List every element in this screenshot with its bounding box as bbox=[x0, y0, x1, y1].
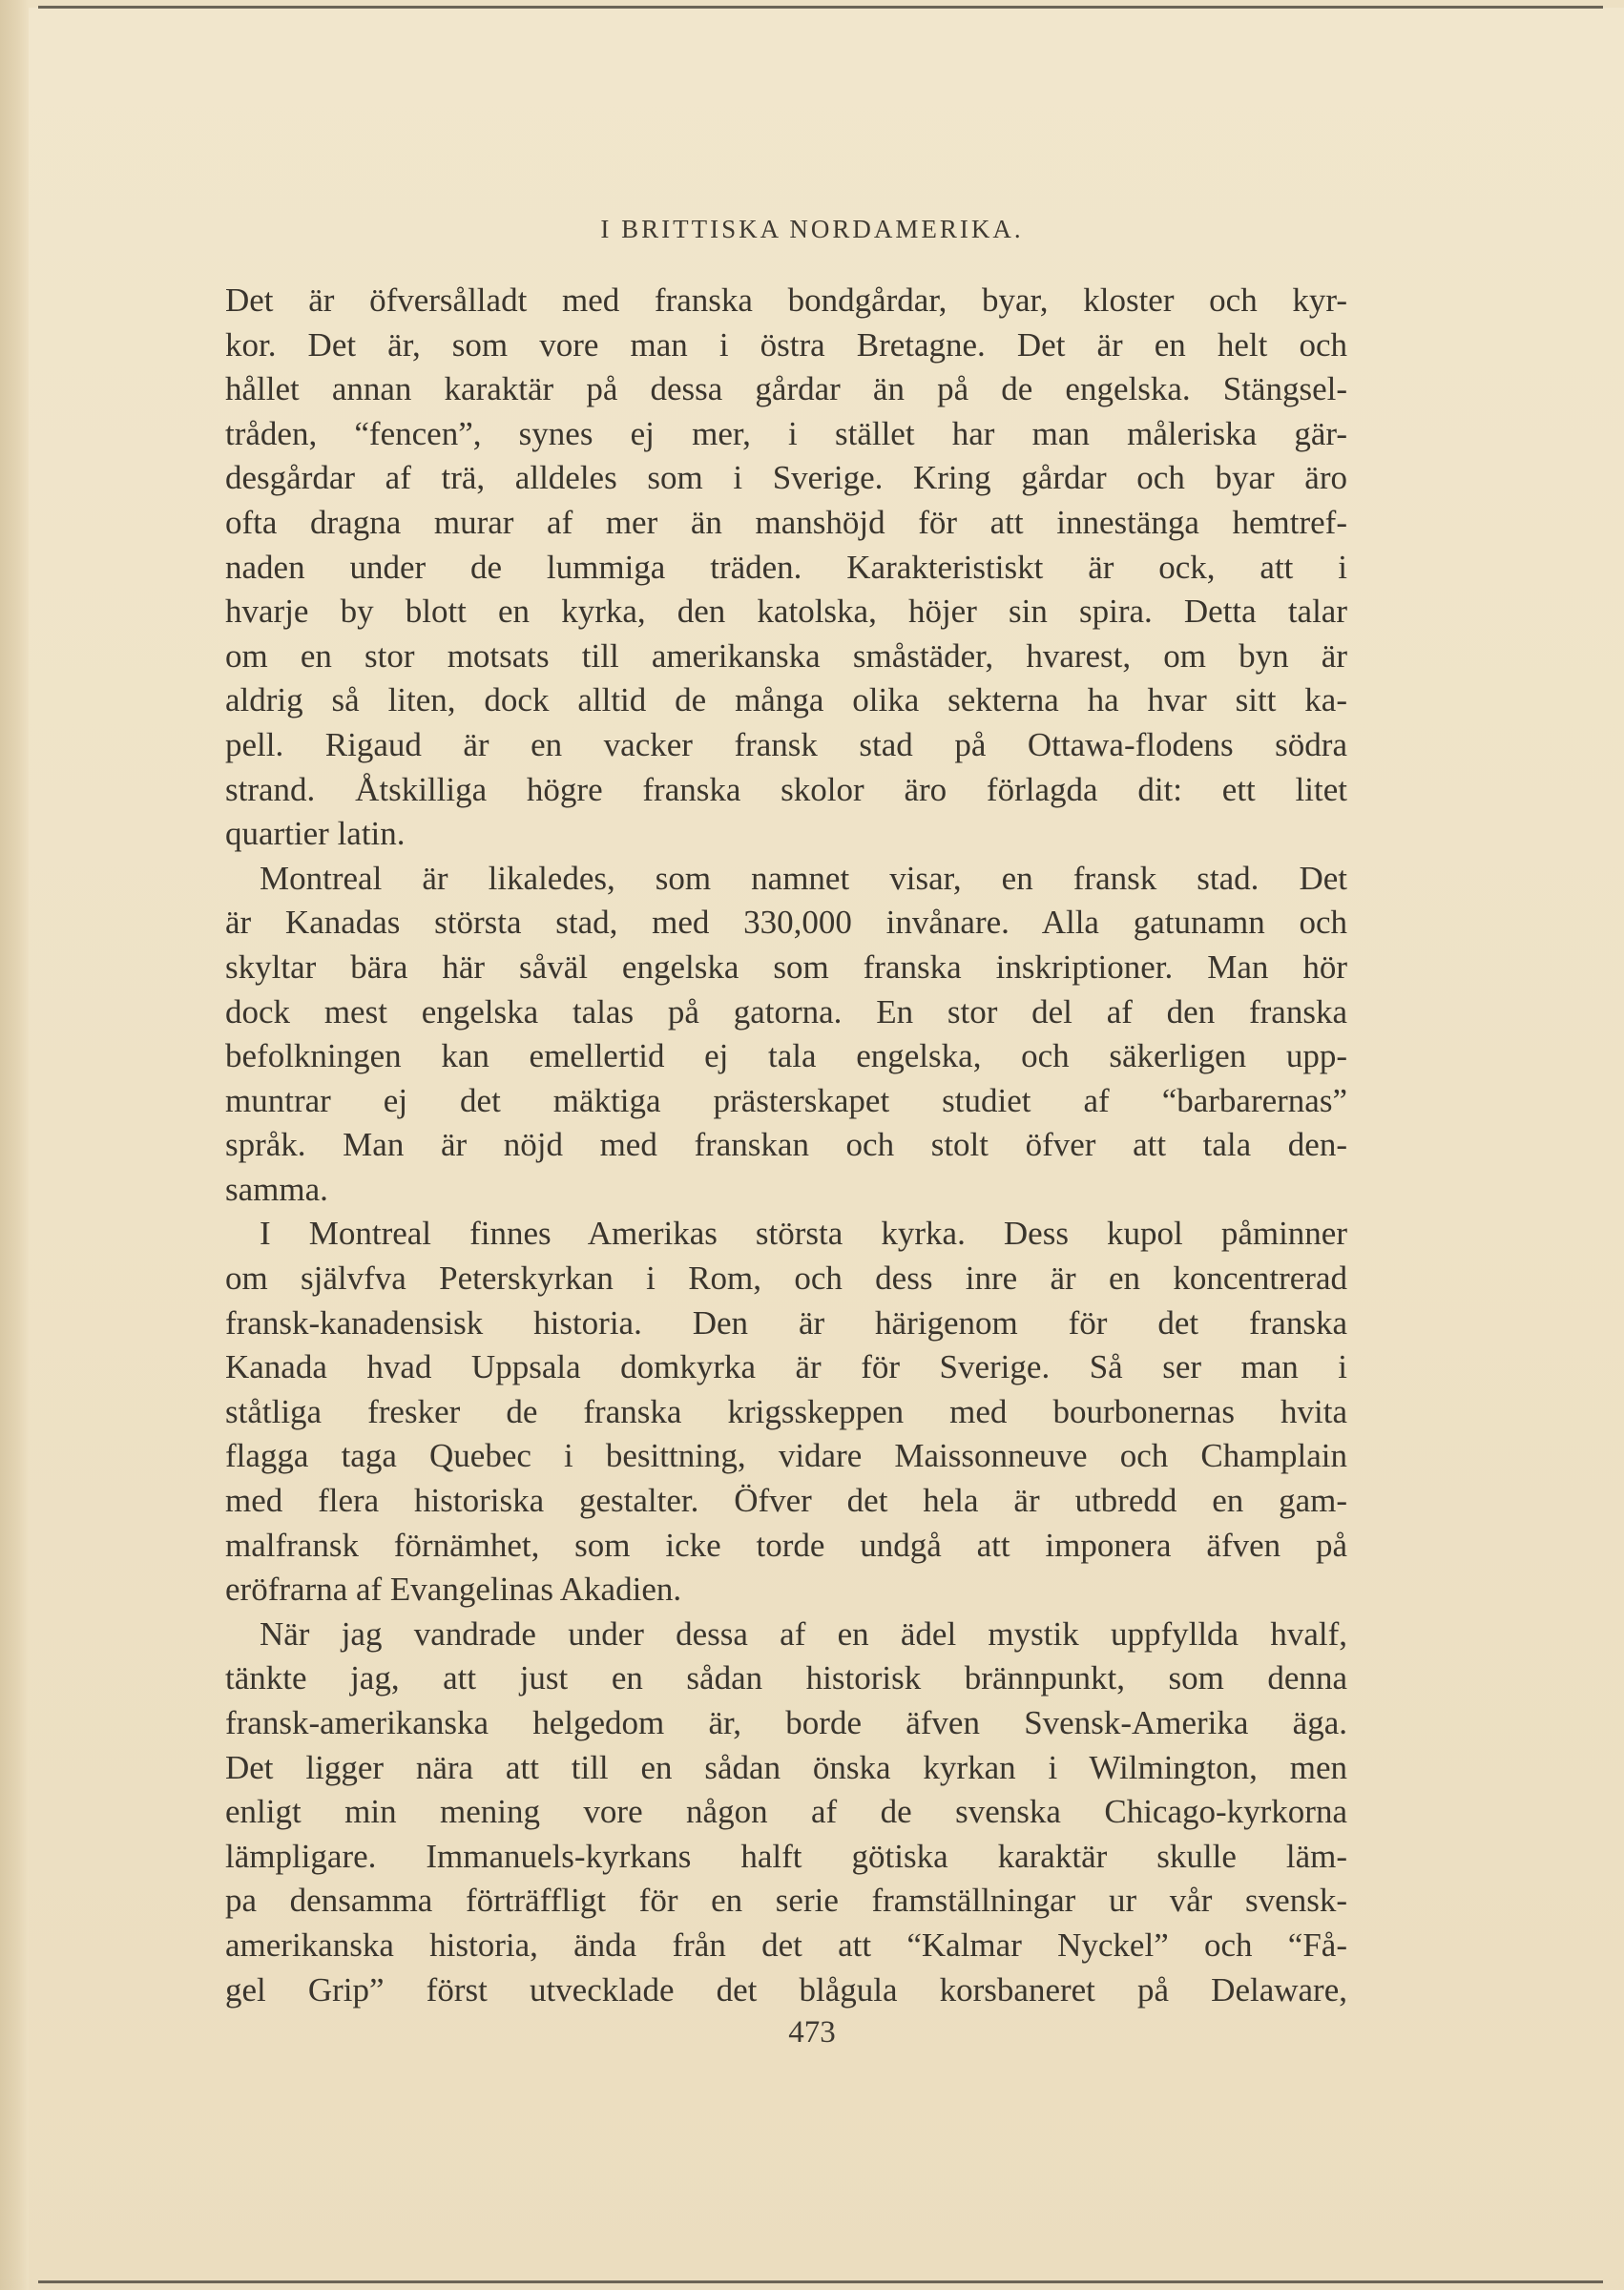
text-line: fransk-kanadensisk historia. Den är härigenom för det franska bbox=[225, 1303, 1347, 1342]
bottom-edge-rule bbox=[38, 2280, 1603, 2283]
text-line: aldrig så liten, dock alltid de många olika sekterna ha hvar sitt ka- bbox=[225, 681, 1347, 719]
text-line: flagga taga Quebec i besittning, vidare Maissonneuve och Champlain bbox=[225, 1437, 1347, 1475]
text-line: När jag vandrade under dessa af en ädel mystik uppfyllda hvalf, bbox=[260, 1614, 1347, 1653]
text-line: muntrar ej det mäktiga prästerskapet studiet af “barbarernas” bbox=[225, 1081, 1347, 1119]
text-line: kor. Det är, som vore man i östra Bretagne. Det är en helt och bbox=[225, 325, 1347, 364]
text-line: hvarje by blott en kyrka, den katolska, höjer sin spira. Detta talar bbox=[225, 593, 1347, 631]
text-line: ståtliga fresker de franska krigsskeppen med bourbonernas hvita bbox=[225, 1392, 1347, 1430]
running-head: I BRITTISKA NORDAMERIKA. bbox=[600, 215, 1024, 243]
text-line: dock mest engelska talas på gatorna. En stor del af den franska bbox=[225, 992, 1347, 1030]
text-line: skyltar bära här såväl engelska som franska inskriptioner. Man hör bbox=[225, 947, 1347, 986]
text-line: hållet annan karaktär på dessa gårdar än på de engelska. Stängsel- bbox=[225, 370, 1347, 408]
text-line: om en stor motsats till amerikanska småstäder, hvarest, om byn är bbox=[225, 636, 1347, 675]
text-line: Det är öfversålladt med franska bondgårdar, byar, kloster och kyr- bbox=[225, 281, 1347, 319]
text-line: malfransk förnämhet, som icke torde undgå att imponera äfven på bbox=[225, 1526, 1347, 1564]
text-line: gel Grip” först utvecklade det blågula korsbaneret på Delaware, bbox=[225, 1970, 1347, 2009]
text-line: naden under de lummiga träden. Karakteristiskt är ock, att i bbox=[225, 548, 1347, 586]
text-line: eröfrarna af Evangelinas Akadien. bbox=[225, 1571, 682, 1609]
text-line: lämpligare. Immanuels-kyrkans halft götiska karaktär skulle läm- bbox=[225, 1837, 1347, 1875]
text-line: pa densamma förträffligt för en serie framställningar ur vår svensk- bbox=[225, 1882, 1347, 1920]
text-line: fransk-amerikanska helgedom är, borde äfven Svensk-Amerika äga. bbox=[225, 1704, 1347, 1741]
top-edge-rule bbox=[38, 6, 1603, 9]
text-line: om självfva Peterskyrkan i Rom, och dess inre är en koncentrerad bbox=[225, 1260, 1347, 1298]
text-line: enligt min mening vore någon af de svenska Chicago-kyrkorna bbox=[225, 1793, 1347, 1831]
text-line: I Montreal finnes Amerikas största kyrka. Dess kupol påminner bbox=[260, 1215, 1347, 1253]
text-line: quartier latin. bbox=[225, 815, 406, 853]
text-line: ofta dragna murar af mer än manshöjd för att innestänga hemtref- bbox=[225, 503, 1347, 541]
text-line: tänkte jag, att just en sådan historisk brännpunkt, som denna bbox=[225, 1659, 1347, 1697]
text-line: är Kanadas största stad, med 330,000 invånare. Alla gatunamn och bbox=[225, 904, 1347, 942]
page-gutter bbox=[0, 0, 29, 2290]
text-line: Montreal är likaledes, som namnet visar, en fransk stad. Det bbox=[260, 859, 1347, 897]
page-number: 473 bbox=[788, 2015, 836, 2050]
body-text bbox=[225, 279, 1347, 2012]
text-line: tråden, “fencen”, synes ej mer, i stället har man måleriska gär- bbox=[225, 414, 1347, 452]
text-line: befolkningen kan emellertid ej tala engelska, och säkerligen upp- bbox=[225, 1037, 1347, 1075]
text-line: amerikanska historia, ända från det att “Kalmar Nyckel” och “Få- bbox=[225, 1926, 1347, 1964]
text-line: med flera historiska gestalter. Öfver det hela är utbredd en gam- bbox=[225, 1482, 1347, 1520]
text-line: desgårdar af trä, alldeles som i Sverige. Kring gårdar och byar äro bbox=[225, 459, 1347, 497]
text-line: samma. bbox=[225, 1170, 328, 1208]
text-line: strand. Åtskilliga högre franska skolor äro förlagda dit: ett litet bbox=[225, 770, 1347, 808]
text-line: Kanada hvad Uppsala domkyrka är för Sverige. Så ser man i bbox=[225, 1348, 1347, 1386]
text-line: Det ligger nära att till en sådan önska kyrkan i Wilmington, men bbox=[225, 1748, 1347, 1786]
text-line: pell. Rigaud är en vacker fransk stad på Ottawa-flodens södra bbox=[225, 725, 1347, 763]
text-line: språk. Man är nöjd med franskan och stolt öfver att tala den- bbox=[225, 1126, 1347, 1164]
